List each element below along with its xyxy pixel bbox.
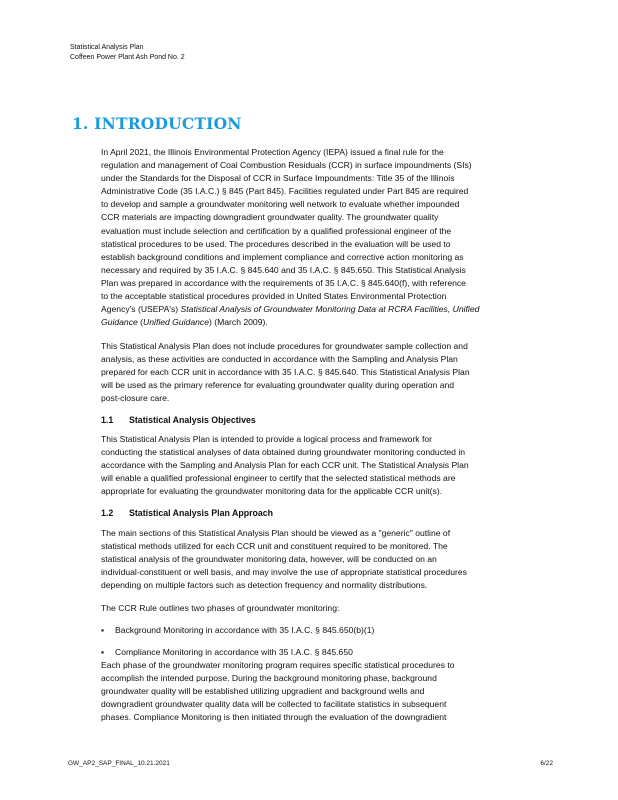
section-heading: 1. INTRODUCTION bbox=[72, 114, 242, 133]
subsection-heading-1-2 bbox=[101, 508, 273, 518]
text-line: phases. Compliance Monitoring is then initiated through the evaluation of the downgradient bbox=[101, 712, 447, 723]
text-line: Administrative Code (35 I.A.C.) § 845 (Part 845). Facilities regulated under Part 845 are required bbox=[101, 186, 469, 197]
text-span: Agency's (USEPA's) bbox=[101, 304, 181, 315]
bullet-icon: ▪ bbox=[101, 647, 105, 657]
text-line: statistical procedures to be used. The procedures described in the evaluation will be used to bbox=[101, 238, 451, 249]
paragraph-intro bbox=[101, 146, 479, 329]
text-line: Plan was prepared in accordance with the requirements of 35 I.A.C. § 845.640(f), with reference bbox=[101, 277, 466, 288]
header-subtitle: Coffeen Power Plant Ash Pond No. 2 bbox=[70, 54, 185, 61]
text-line: conducting the statistical analyses of data obtained during groundwater monitoring conducted in bbox=[101, 447, 466, 458]
text-line bbox=[101, 303, 479, 316]
text-italic: Guidance bbox=[101, 317, 138, 328]
text-line: downgradient groundwater quality data will be collected to facilitate statistics in subsequent bbox=[101, 699, 447, 710]
document-title-italic: Statistical Analysis of Groundwater Monitoring Data at RCRA Facilities, Unified bbox=[180, 304, 480, 315]
paragraph-monitoring bbox=[101, 659, 454, 724]
text-line: analysis, as these activities are conducted in accordance with the Sampling and Analysis Plan bbox=[101, 354, 458, 365]
text-line: The main sections of this Statistical Analysis Plan should be viewed as a "generic" outline of bbox=[101, 528, 451, 538]
bullet-text: Background Monitoring in accordance with 35 I.A.C. § 845.650(b)(1) bbox=[115, 625, 375, 635]
section-title: Statistical Analysis Objectives bbox=[129, 415, 256, 425]
text-line: to the acceptable statistical procedures provided in United States Environmental Protection bbox=[101, 291, 447, 302]
section-number: 1.1 bbox=[101, 415, 114, 425]
text-line bbox=[101, 316, 479, 329]
text-line: depending on multiple factors such as detection frequency and normality distributions. bbox=[101, 580, 428, 591]
paragraph-objectives bbox=[101, 433, 469, 498]
text-line: regulation and management of Coal Combustion Residuals (CCR) in surface impoundments (SIs) bbox=[101, 160, 472, 171]
text-line: accomplish the intended purpose. During the background monitoring phase, background bbox=[101, 673, 437, 684]
text-line: establish background conditions and implement compliance and corrective action monitoring as bbox=[101, 251, 464, 262]
paragraph-phases bbox=[101, 602, 339, 615]
text-line: In April 2021, the Illinois Environmental Protection Agency (IEPA) issued a final rule for the bbox=[101, 147, 444, 157]
text-span: ( bbox=[137, 317, 144, 328]
bullet-icon: ▪ bbox=[101, 625, 105, 635]
text-span: ) (March 2009). bbox=[208, 317, 268, 328]
text-line: necessary and required by 35 I.A.C. § 845.640 and 35 I.A.C. § 845.650. This Statistical Analysis bbox=[101, 264, 466, 275]
section-title: Statistical Analysis Plan Approach bbox=[129, 508, 274, 518]
text-line: will be used as the primary reference for evaluating groundwater quality during operation and bbox=[101, 380, 455, 391]
footer-document-id: GW_AP2_SAP_FINAL_10.21.2021 bbox=[68, 760, 170, 767]
subsection-heading-1-1 bbox=[101, 415, 256, 425]
text-line: evaluation must include selection and certification by a qualified professional engineer of the bbox=[101, 225, 452, 236]
text-line: will enable a qualified professional engineer to certify that the selected statistical methods are bbox=[101, 473, 456, 484]
bullet-item bbox=[101, 625, 374, 635]
text-line: The CCR Rule outlines two phases of groundwater monitoring: bbox=[101, 603, 340, 613]
text-italic: Unified Guidance bbox=[143, 317, 209, 328]
text-line: Each phase of the groundwater monitoring program requires specific statistical procedures to bbox=[101, 660, 455, 670]
footer-page-number: 6/22 bbox=[540, 760, 553, 767]
text-line: This Statistical Analysis Plan does not include procedures for groundwater sample collection and bbox=[101, 341, 468, 351]
bullet-text: Compliance Monitoring in accordance with 35 I.A.C. § 845.650 bbox=[115, 647, 353, 657]
paragraph-scope bbox=[101, 340, 470, 405]
text-line: This Statistical Analysis Plan is intended to provide a logical process and framework for bbox=[101, 434, 433, 444]
text-line: individual-constituent or well basis, and may involve the use of appropriate statistical procedures bbox=[101, 567, 467, 578]
text-line: under the Standards for the Disposal of CCR in Surface Impoundments: Title 35 of the Illinois bbox=[101, 173, 455, 184]
text-line: prepared for each CCR unit in accordance with 35 I.A.C. § 845.640. This Statistical Analysis Plan bbox=[101, 367, 470, 378]
text-line: to develop and sample a groundwater monitoring well network to evaluate whether impounded bbox=[101, 199, 460, 210]
text-line: statistical methods utilized for each CCR unit and constituent required to be monitored. The bbox=[101, 541, 448, 552]
text-line: post-closure care. bbox=[101, 393, 170, 404]
paragraph-approach bbox=[101, 527, 467, 592]
section-number: 1.2 bbox=[101, 508, 114, 518]
text-line: accordance with the Sampling and Analysis Plan for each CCR unit. The Statistical Analysis Plan bbox=[101, 460, 469, 471]
text-line: statistical analysis of the groundwater monitoring data, however, will be conducted on an bbox=[101, 554, 437, 565]
bullet-item bbox=[101, 647, 353, 657]
text-line: groundwater quality will be established utilizing upgradient and background wells and bbox=[101, 686, 425, 697]
text-line: appropriate for evaluating the groundwater monitoring data for the applicable CCR unit(s). bbox=[101, 486, 443, 497]
text-line: CCR materials are impacting downgradient groundwater quality. The groundwater quality bbox=[101, 212, 439, 223]
header-title: Statistical Analysis Plan bbox=[70, 44, 144, 51]
